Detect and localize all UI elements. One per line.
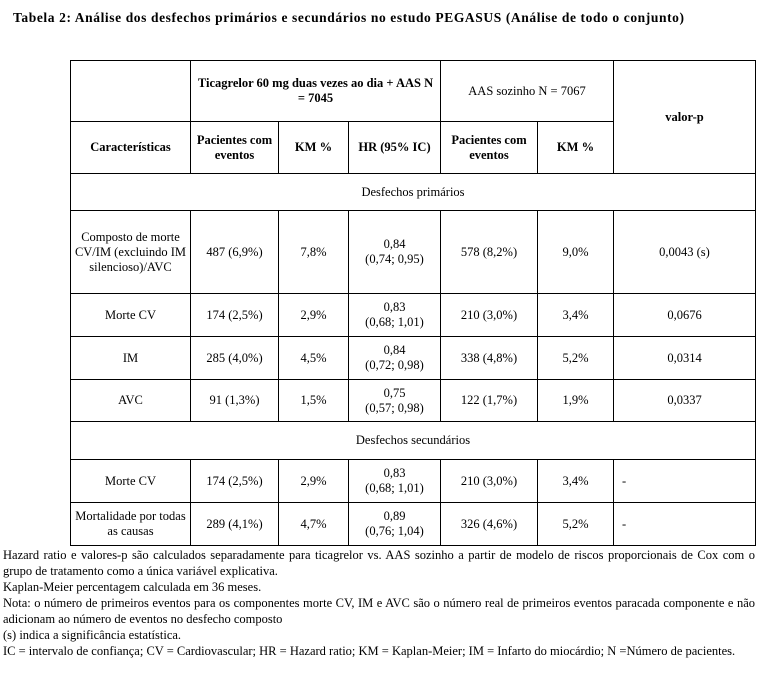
cell-events-2: 210 (3,0%) (441, 294, 538, 337)
cell-characteristic: Morte CV (71, 460, 191, 503)
cell-km-2: 1,9% (538, 380, 614, 422)
cell-events-2: 578 (8,2%) (441, 211, 538, 294)
cell-hr (349, 460, 441, 503)
section-secondary-label: Desfechos secundários (71, 422, 756, 460)
header-aas-group: AAS sozinho N = 7067 (441, 61, 614, 122)
table-title: Tabela 2: Análise dos desfechos primários e secundários no estudo PEGASUS (Análise de todo o conjunto) (13, 10, 685, 25)
cell-km-2: 9,0% (538, 211, 614, 294)
header-empty-cell (71, 61, 191, 122)
header-row-1 (71, 61, 756, 122)
cell-km-1: 2,9% (279, 460, 349, 503)
table-row (71, 337, 756, 380)
section-row-primary (71, 174, 756, 211)
cell-pvalue: - (614, 460, 756, 503)
header-patients-events-1: Pacientes com eventos (191, 122, 279, 174)
note-abbreviations: IC = intervalo de confiança; CV = Cardiovascular; HR = Hazard ratio; KM = Kaplan-Meier; IM = Infarto do miocárdio; N =Número de pacientes. (3, 644, 736, 658)
hr-ci: (0,68; 1,01) (365, 481, 424, 495)
cell-hr (349, 337, 441, 380)
cell-pvalue: - (614, 503, 756, 546)
hr-value: 0,89 (383, 509, 406, 523)
cell-pvalue: 0,0676 (614, 294, 756, 337)
header-km-2: KM % (538, 122, 614, 174)
cell-hr (349, 294, 441, 337)
table-notes (3, 547, 755, 659)
header-km-1: KM % (279, 122, 349, 174)
hr-value: 0,84 (383, 343, 406, 357)
hr-value: 0,75 (383, 385, 406, 400)
cell-km-1: 1,5% (279, 380, 349, 422)
cell-events-1: 91 (1,3%) (191, 380, 279, 422)
hr-ci: (0,72; 0,98) (365, 358, 424, 372)
note-first-events: Nota: o número de primeiros eventos para os componentes morte CV, IM e AVC são o número real de primeiros eventos paracada componente e não adicionam ao número de eventos no desfecho composto (3, 596, 755, 626)
cell-km-1: 4,5% (279, 337, 349, 380)
cell-characteristic: AVC (71, 380, 191, 422)
cell-hr (349, 380, 441, 422)
hr-value: 0,84 (383, 237, 406, 251)
header-pvalue: valor-p (614, 61, 756, 174)
note-significance: (s) indica a significância estatística. (3, 628, 182, 642)
cell-events-2: 326 (4,6%) (441, 503, 538, 546)
cell-events-1: 285 (4,0%) (191, 337, 279, 380)
cell-km-2: 3,4% (538, 294, 614, 337)
hr-ci: (0,57; 0,98) (365, 400, 424, 415)
hr-ci: (0,74; 0,95) (365, 252, 424, 266)
cell-pvalue: 0,0314 (614, 337, 756, 380)
cell-events-1: 174 (2,5%) (191, 460, 279, 503)
header-characteristics: Características (71, 122, 191, 174)
cell-km-2: 5,2% (538, 503, 614, 546)
cell-pvalue: 0,0043 (s) (614, 211, 756, 294)
hr-value: 0,83 (383, 300, 406, 314)
cell-characteristic: Mortalidade por todas as causas (71, 503, 191, 546)
cell-hr (349, 211, 441, 294)
section-primary-label: Desfechos primários (71, 174, 756, 211)
cell-characteristic: Morte CV (71, 294, 191, 337)
header-ticagrelor-group: Ticagrelor 60 mg duas vezes ao dia + AAS N = 7045 (191, 61, 441, 122)
cell-km-2: 5,2% (538, 337, 614, 380)
note-kaplan-meier: Kaplan-Meier percentagem calculada em 36 meses. (3, 580, 262, 594)
hr-value: 0,83 (383, 466, 406, 480)
cell-events-1: 174 (2,5%) (191, 294, 279, 337)
table-row (71, 294, 756, 337)
table-row (71, 503, 756, 546)
cell-characteristic: Composto de morte CV/IM (excluindo IM silencioso)/AVC (71, 211, 191, 294)
header-patients-events-2: Pacientes com eventos (441, 122, 538, 174)
cell-pvalue: 0,0337 (614, 380, 756, 422)
cell-km-1: 4,7% (279, 503, 349, 546)
cell-km-1: 2,9% (279, 294, 349, 337)
cell-characteristic: IM (71, 337, 191, 380)
cell-events-2: 210 (3,0%) (441, 460, 538, 503)
table-row (71, 380, 756, 422)
cell-km-2: 3,4% (538, 460, 614, 503)
cell-events-2: 338 (4,8%) (441, 337, 538, 380)
cell-events-2: 122 (1,7%) (441, 380, 538, 422)
cell-km-1: 7,8% (279, 211, 349, 294)
note-hazard-ratio: Hazard ratio e valores-p são calculados separadamente para ticagrelor vs. AAS sozinho a partir de modelo de riscos proporcionais de Cox com o grupo de tratamento como a única variável explicativa. (3, 548, 755, 578)
cell-events-1: 487 (6,9%) (191, 211, 279, 294)
table-row (71, 211, 756, 294)
hr-ci: (0,68; 1,01) (365, 315, 424, 329)
section-row-secondary (71, 422, 756, 460)
table-row (71, 460, 756, 503)
hr-ci: (0,76; 1,04) (365, 524, 424, 538)
cell-hr (349, 503, 441, 546)
results-table (70, 60, 756, 546)
cell-events-1: 289 (4,1%) (191, 503, 279, 546)
header-hr: HR (95% IC) (349, 122, 441, 174)
